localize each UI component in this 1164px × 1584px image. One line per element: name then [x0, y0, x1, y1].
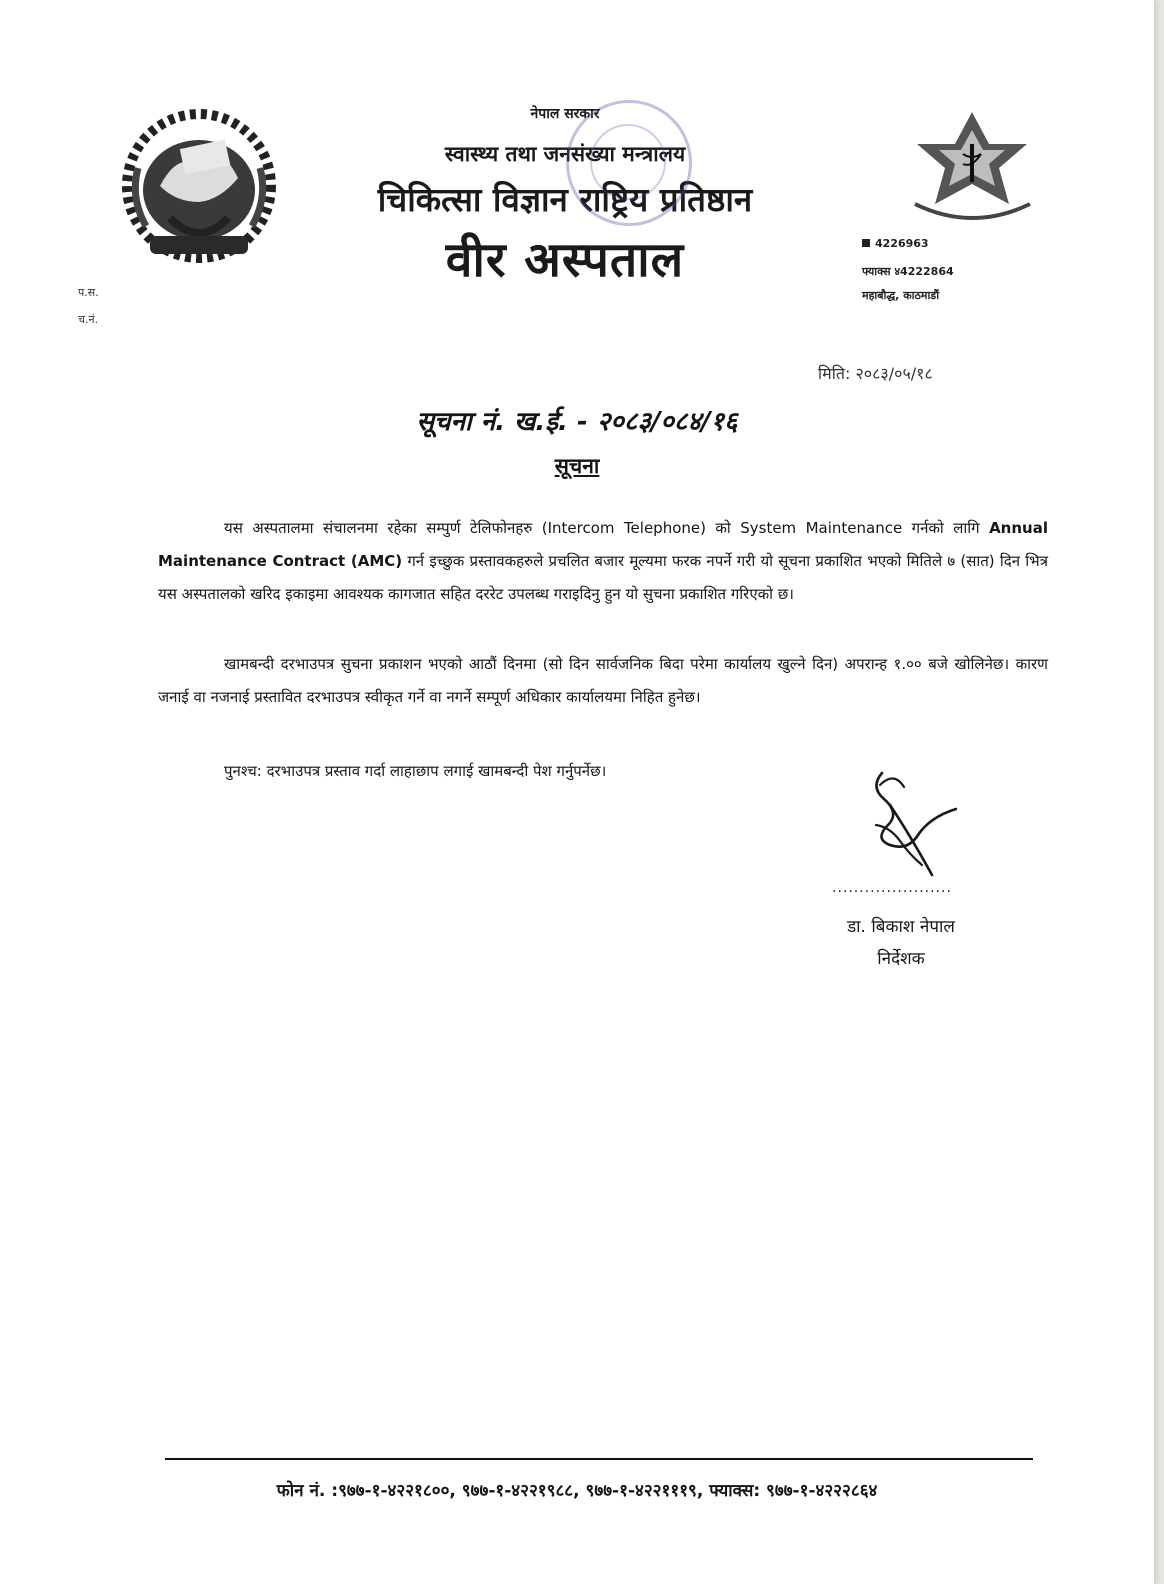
country-heading: नेपाल सरकार: [530, 106, 600, 122]
contact-address: महाबौद्ध, काठमाडौं: [862, 289, 940, 302]
notice-date: मिति: २०८३/०५/१८: [818, 364, 933, 383]
office-stamp-inner: [590, 124, 666, 200]
hospital-logo-icon: [905, 108, 1040, 228]
notice-paragraph-3: पुनश्च: दरभाउपत्र प्रस्ताव गर्दा लाहाछाप लगाई खामबन्दी पेश गर्नुपर्नेछ।: [224, 762, 607, 780]
hospital-heading: वीर अस्पताल: [445, 232, 685, 288]
contact-phone-text: 4226963: [875, 237, 929, 250]
notice-paragraph-2: खामबन्दी दरभाउपत्र सुचना प्रकाशन भएको आठौं दिनमा (सो दिन सार्वजनिक बिदा परेमा कार्यालय खुल्ने दिन) अपरान्ह १.०० बजे खोलिनेछ। कारण जनाई वा नजनाई प्रस्तावित दरभाउपत्र स्वीकृत गर्ने वा नगर्ने सम्पूर्ण अधिकार कार्यालयमा निहित हुनेछ।: [158, 655, 1048, 706]
ministry-heading: स्वास्थ्य तथा जनसंख्या मन्त्रालय: [444, 142, 686, 166]
notice-paragraph-1: [158, 512, 1048, 611]
signature-line: ......................: [832, 880, 952, 896]
amc-term: Annual Maintenance Contract (AMC): [158, 519, 1048, 570]
contact-fax: फ्याक्स ४4222864: [862, 265, 954, 278]
dispatch-label: च.नं.: [78, 313, 99, 326]
notice-title: सूचना: [554, 454, 600, 478]
signature-icon: [860, 765, 970, 885]
notice-number: सूचना नं. ख.ई. - २०८३/०८४/१६: [416, 407, 738, 437]
footer-divider: [165, 1458, 1033, 1460]
phone-icon: [862, 239, 870, 247]
paragraph-1-text-a: यस अस्पतालमा संचालनमा रहेका सम्पुर्ण टेलिफोनहरु (Intercom Telephone) को System Maintenance गर्नको लागि: [224, 519, 980, 537]
signatory-title: निर्देशक: [877, 949, 925, 969]
paragraph-1-text-b: गर्न इच्छुक प्रस्तावकहरुले प्रचलित बजार मूल्यमा फरक नपर्ने गरी यो सूचना प्रकाशित भएको मितिले ७ (सात) दिन भित्र यस अस्पतालको खरिद इकाइमा आवश्यक कागजात सहित दररेट उपलब्ध गराइदिनु हुन यो सुचना प्रकाशित गरिएको छ।: [158, 552, 1048, 603]
footer-contact: फोन नं. :९७७-१-४२२१८००, ९७७-१-४२२१९८८, ९७७-१-४२२१११९, फ्याक्स: ९७७-१-४२२२८६४: [276, 1481, 878, 1501]
signatory-name: डा. बिकाश नेपाल: [847, 917, 955, 937]
academy-heading: चिकित्सा विज्ञान राष्ट्रिय प्रतिष्ठान: [377, 180, 753, 219]
contact-phone: [862, 237, 929, 250]
nepal-emblem-icon: [110, 98, 288, 274]
reference-label: प.स.: [78, 286, 99, 299]
